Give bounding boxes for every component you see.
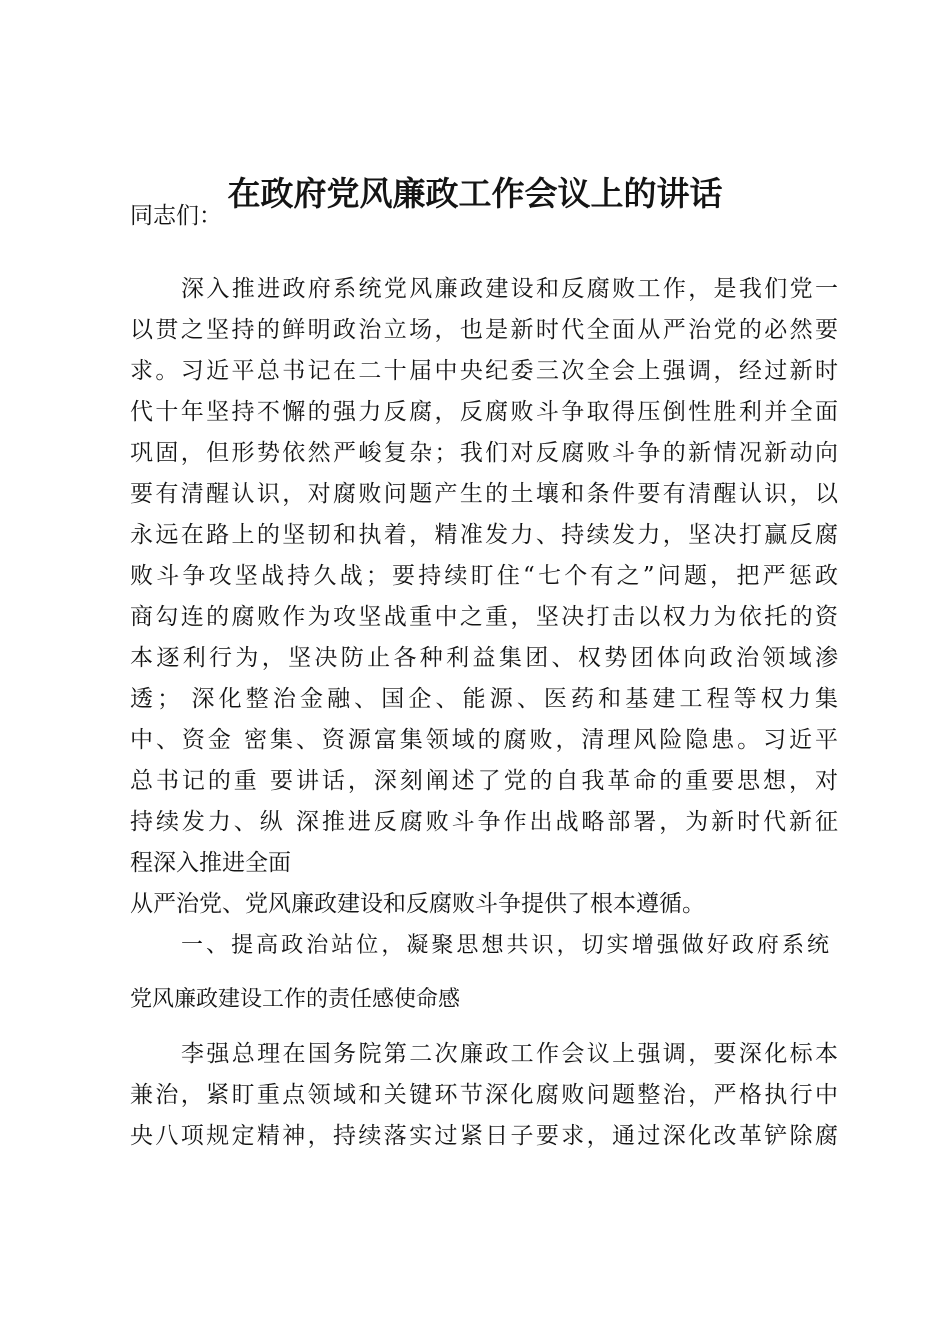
paragraph-1-line: 永远在路上的坚韧和执着，精准发力、持续发力，坚决打赢反腐 [130,522,838,548]
paragraph-1-line: 中、资金 密集、资源富集领域的腐败，清理风险隐患。习近平 [130,727,838,753]
paragraph-1-line: 深入推进政府系统党风廉政建设和反腐败工作，是我们党一 [181,276,838,302]
paragraph-1-line: 败斗争攻坚战持久战；要持续盯住“七个有之”问题，把严惩政 [130,563,838,589]
document-title: 在政府党风廉政工作会议上的讲话 [227,174,723,213]
paragraph-1-line: 以贯之坚持的鲜明政治立场，也是新时代全面从严治党的必然要 [130,317,838,343]
paragraph-1-line: 总书记的重 要讲话，深刻阐述了党的自我革命的重要思想，对 [130,768,838,794]
section-heading-line: 党风廉政建设工作的责任感使命感 [130,987,461,1012]
paragraph-1-line: 要有清醒认识，对腐败问题产生的土壤和条件要有清醒认识，以 [130,481,838,507]
paragraph-2-line: 兼治，紧盯重点领域和关键环节深化腐败问题整治，严格执行中 [130,1082,838,1108]
paragraph-1-line: 程深入推进全面 [130,850,291,876]
paragraph-2-line: 央八项规定精神，持续落实过紧日子要求，通过深化改革铲除腐 [130,1123,838,1149]
paragraph-1-line: 巩固，但形势依然严峻复杂；我们对反腐败斗争的新情况新动向 [130,440,838,466]
section-heading-line: 一、提高政治站位，凝聚思想共识，切实增强做好政府系统 [181,933,829,958]
paragraph-1-line: 代十年坚持不懈的强力反腐，反腐败斗争取得压倒性胜利并全面 [130,399,838,425]
salutation: 同志们： [130,203,222,229]
paragraph-1-line: 透； 深化整治金融、国企、能源、医药和基建工程等权力集 [130,686,838,712]
paragraph-1-line: 求。习近平总书记在二十届中央纪委三次全会上强调，经过新时 [130,358,838,384]
paragraph-2-line: 李强总理在国务院第二次廉政工作会议上强调，要深化标本 [181,1041,838,1067]
paragraph-1-line: 从严治党、党风廉政建设和反腐败斗争提供了根本遵循。 [130,891,705,917]
paragraph-1-line: 本逐利行为，坚决防止各种利益集团、权势团体向政治领域渗 [130,645,838,671]
paragraph-1-line: 商勾连的腐败作为攻坚战重中之重，坚决打击以权力为依托的资 [130,604,838,630]
paragraph-1-line: 持续发力、纵 深推进反腐败斗争作出战略部署，为新时代新征 [130,809,838,835]
